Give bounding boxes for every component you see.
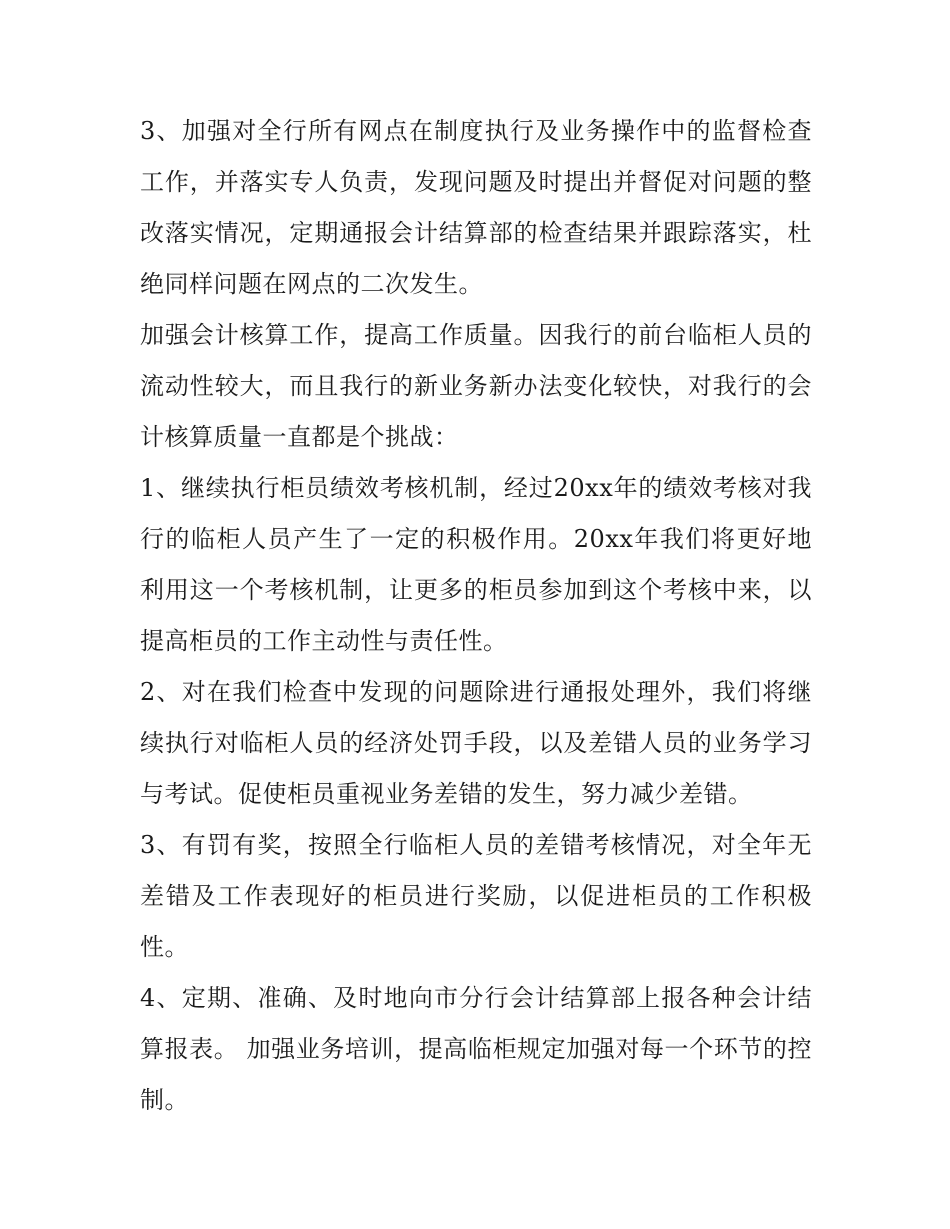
paragraph-performance-assessment: 1、继续执行柜员绩效考核机制，经过20xx年的绩效考核对我行的临柜人员产生了一定的积极作用。20xx年我们将更好地利用这一个考核机制，让更多的柜员参加到这个考核中来，以提高柜员的工作主动性与责任性。 bbox=[140, 474, 812, 655]
document-body bbox=[140, 106, 812, 1126]
paragraph-inspection-work: 3、加强对全行所有网点在制度执行及业务操作中的监督检查工作，并落实专人负责，发现问题及时提出并督促对问题的整改落实情况，定期通报会计结算部的检查结果并跟踪落实，杜绝同样问题在网点的二次发生。 bbox=[140, 117, 812, 298]
paragraph-accounting-quality: 加强会计核算工作，提高工作质量。因我行的前台临柜人员的流动性较大，而且我行的新业务新办法变化较快，对我行的会计核算质量一直都是个挑战： bbox=[140, 321, 812, 451]
paragraph-penalty-measures: 2、对在我们检查中发现的问题除进行通报处理外，我们将继续执行对临柜人员的经济处罚手段，以及差错人员的业务学习与考试。促使柜员重视业务差错的发生，努力减少差错。 bbox=[140, 678, 812, 808]
paragraph-reporting: 4、定期、准确、及时地向市分行会计结算部上报各种会计结算报表。 加强业务培训，提高临柜规定加强对每一个环节的控制。 bbox=[140, 984, 812, 1114]
paragraph-rewards: 3、有罚有奖，按照全行临柜人员的差错考核情况，对全年无差错及工作表现好的柜员进行奖励，以促进柜员的工作积极性。 bbox=[140, 831, 812, 961]
